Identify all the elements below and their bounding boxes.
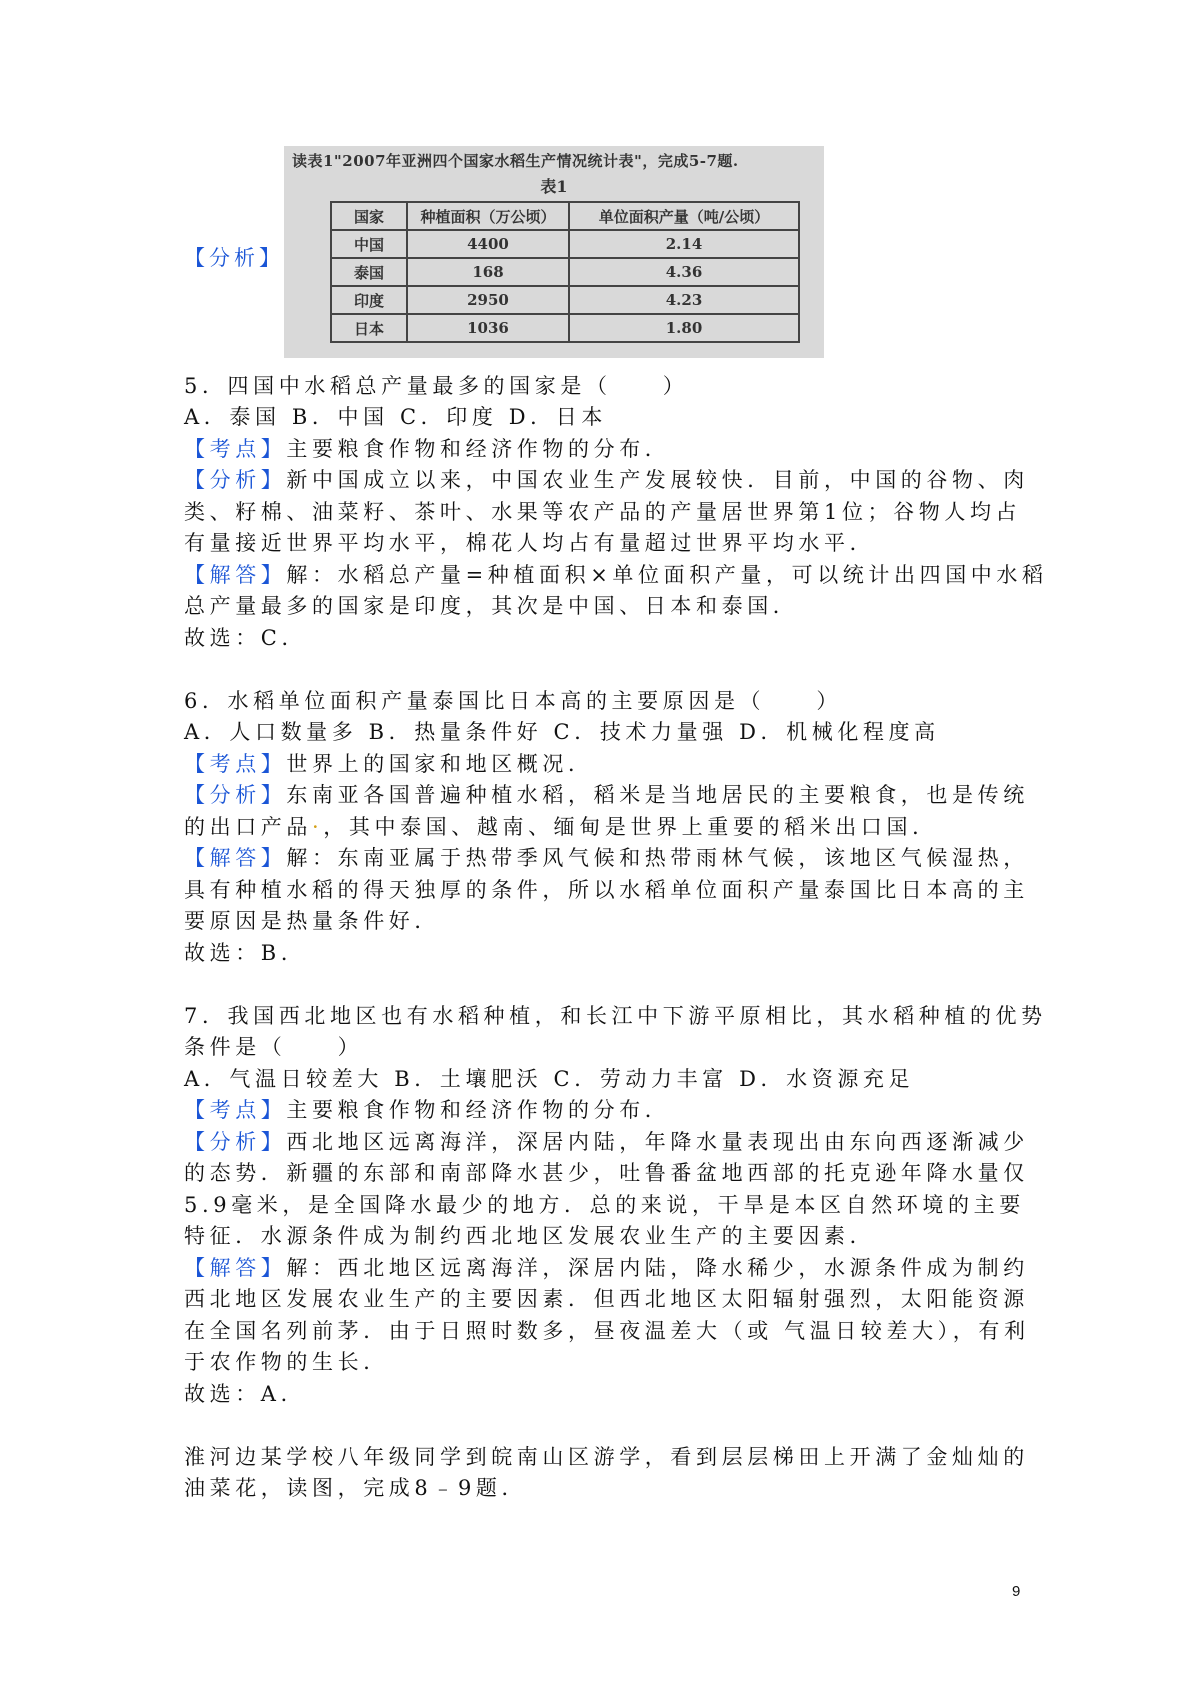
table-row bbox=[331, 258, 799, 286]
table-header-cell: 单位面积产量（吨/公顷） bbox=[569, 202, 799, 230]
jieda-text: 解：东南亚属于热带季风气候和热带雨林气候，该地区气候湿热， bbox=[286, 846, 1029, 870]
table-cell: 中国 bbox=[331, 230, 407, 258]
jieda-tag: 【解答】 bbox=[184, 846, 287, 870]
q5-answer: 故选：C． bbox=[184, 626, 308, 650]
kaodian-tag: 【考点】 bbox=[184, 437, 287, 461]
q7-fenxi-line-3: 5.9毫米，是全国降水最少的地方．总的来说，干旱是本区自然环境的主要 bbox=[184, 1193, 1025, 1217]
q7-answer: 故选：A． bbox=[184, 1382, 307, 1406]
table-cell: 1.80 bbox=[569, 314, 799, 342]
table-cell: 2.14 bbox=[569, 230, 799, 258]
q6-fenxi-line-2 bbox=[184, 812, 1020, 844]
table-row bbox=[331, 230, 799, 258]
q7-jieda-line-1 bbox=[184, 1253, 1029, 1285]
figure-table-title: 表1 bbox=[540, 177, 568, 196]
q6-kaodian bbox=[184, 749, 1020, 781]
figure-analysis-label: 【分析】 bbox=[184, 246, 284, 270]
q5-fenxi-line-2: 类、籽棉、油菜籽、茶叶、水果等农产品的产量居世界第1位；谷物人均占 bbox=[184, 500, 1022, 524]
table-cell: 4.23 bbox=[569, 286, 799, 314]
q5-kaodian bbox=[184, 434, 1020, 466]
jieda-tag: 【解答】 bbox=[184, 563, 287, 587]
jieda-tag: 【解答】 bbox=[184, 1256, 287, 1280]
table-cell: 2950 bbox=[407, 286, 569, 314]
figure-caption: 读表1"2007年亚洲四个国家水稻生产情况统计表"，完成5-7题. bbox=[292, 152, 739, 170]
q5-question: 5．四国中水稻总产量最多的国家是（ ） bbox=[184, 374, 689, 398]
q7-question-line-1: 7．我国西北地区也有水稻种植，和长江中下游平原相比，其水稻种植的优势 bbox=[184, 1004, 1047, 1028]
table-cell: 4400 bbox=[407, 230, 569, 258]
q6-options: A．人口数量多 B．热量条件好 C．技术力量强 D．机械化程度高 bbox=[184, 720, 940, 744]
q6-fenxi-line-1 bbox=[184, 780, 1029, 812]
q5-jieda-line-2: 总产量最多的国家是印度，其次是中国、日本和泰国． bbox=[184, 594, 799, 618]
q7-jieda-line-4: 于农作物的生长． bbox=[184, 1350, 389, 1374]
fenxi-tag: 【分析】 bbox=[184, 1130, 287, 1154]
q7-question-line-2: 条件是（ ） bbox=[184, 1035, 364, 1059]
table-header-row bbox=[331, 202, 799, 230]
q7-kaodian bbox=[184, 1095, 1020, 1127]
fenxi-text: 西北地区远离海洋，深居内陆，年降水量表现出由东向西逐渐减少 bbox=[286, 1130, 1029, 1154]
q6-jieda-line-1 bbox=[184, 843, 1029, 875]
kaodian-text: 世界上的国家和地区概况． bbox=[286, 752, 594, 776]
fenxi-text: 新中国成立以来，中国农业生产发展较快．目前，中国的谷物、肉 bbox=[286, 468, 1029, 492]
kaodian-tag: 【考点】 bbox=[184, 752, 287, 776]
kaodian-text: 主要粮食作物和经济作物的分布． bbox=[286, 1098, 671, 1122]
rice-production-table bbox=[330, 201, 800, 343]
q6-jieda-line-3: 要原因是热量条件好． bbox=[184, 909, 440, 933]
q6-jieda-line-2: 具有种植水稻的得天独厚的条件，所以水稻单位面积产量泰国比日本高的主 bbox=[184, 878, 1029, 902]
q5-fenxi-line-3: 有量接近世界平均水平，棉花人均占有量超过世界平均水平． bbox=[184, 531, 876, 555]
table-cell: 印度 bbox=[331, 286, 407, 314]
jieda-text: 解：水稻总产量=种植面积×单位面积产量，可以统计出四国中水稻 bbox=[286, 563, 1048, 587]
table-cell: 1036 bbox=[407, 314, 569, 342]
q5-jieda-line-1 bbox=[184, 560, 1048, 592]
q7-fenxi-line-2: 的态势．新疆的东部和南部降水甚少，吐鲁番盆地西部的托克逊年降水量仅 bbox=[184, 1161, 1029, 1185]
table-cell: 168 bbox=[407, 258, 569, 286]
table-cell: 日本 bbox=[331, 314, 407, 342]
table-cell: 4.36 bbox=[569, 258, 799, 286]
jieda-text: 解：西北地区远离海洋，深居内陆，降水稀少，水源条件成为制约 bbox=[286, 1256, 1029, 1280]
q5-options: A．泰国 B．中国 C．印度 D．日本 bbox=[184, 405, 607, 429]
q7-jieda-line-3: 在全国名列前茅．由于日照时数多，昼夜温差大（或 气温日较差大），有利 bbox=[184, 1319, 1030, 1343]
table-row bbox=[331, 314, 799, 342]
intro-8-9-line-2: 油菜花，读图，完成8﹣9题． bbox=[184, 1476, 528, 1500]
page-number: 9 bbox=[1012, 1583, 1021, 1600]
fenxi-text: ，其中泰国、越南、缅甸是世界上重要的稻米出口国． bbox=[323, 815, 938, 839]
kaodian-tag: 【考点】 bbox=[184, 1098, 287, 1122]
q7-fenxi-line-4: 特征．水源条件成为制约西北地区发展农业生产的主要因素． bbox=[184, 1224, 876, 1248]
kaodian-text: 主要粮食作物和经济作物的分布． bbox=[286, 437, 671, 461]
fenxi-text: 的出口产品 bbox=[184, 815, 312, 839]
table-header-cell: 国家 bbox=[331, 202, 407, 230]
q7-jieda-line-2: 西北地区发展农业生产的主要因素．但西北地区太阳辐射强烈，太阳能资源 bbox=[184, 1287, 1029, 1311]
intro-8-9-line-1: 淮河边某学校八年级同学到皖南山区游学，看到层层梯田上开满了金灿灿的 bbox=[184, 1445, 1029, 1469]
table-figure-scan bbox=[284, 146, 824, 358]
table-header-cell: 种植面积（万公顷） bbox=[407, 202, 569, 230]
fenxi-text: 东南亚各国普遍种植水稻，稻米是当地居民的主要粮食，也是传统 bbox=[286, 783, 1029, 807]
stray-dot: · bbox=[312, 815, 324, 839]
q6-answer: 故选：B． bbox=[184, 941, 307, 965]
table-row bbox=[331, 286, 799, 314]
q7-fenxi-line-1 bbox=[184, 1127, 1029, 1159]
fenxi-tag: 【分析】 bbox=[184, 783, 287, 807]
q5-fenxi-line-1 bbox=[184, 465, 1029, 497]
table-cell: 泰国 bbox=[331, 258, 407, 286]
fenxi-tag: 【分析】 bbox=[184, 468, 287, 492]
q6-question: 6．水稻单位面积产量泰国比日本高的主要原因是（ ） bbox=[184, 689, 842, 713]
q7-options: A．气温日较差大 B．土壤肥沃 C．劳动力丰富 D．水资源充足 bbox=[184, 1067, 915, 1091]
